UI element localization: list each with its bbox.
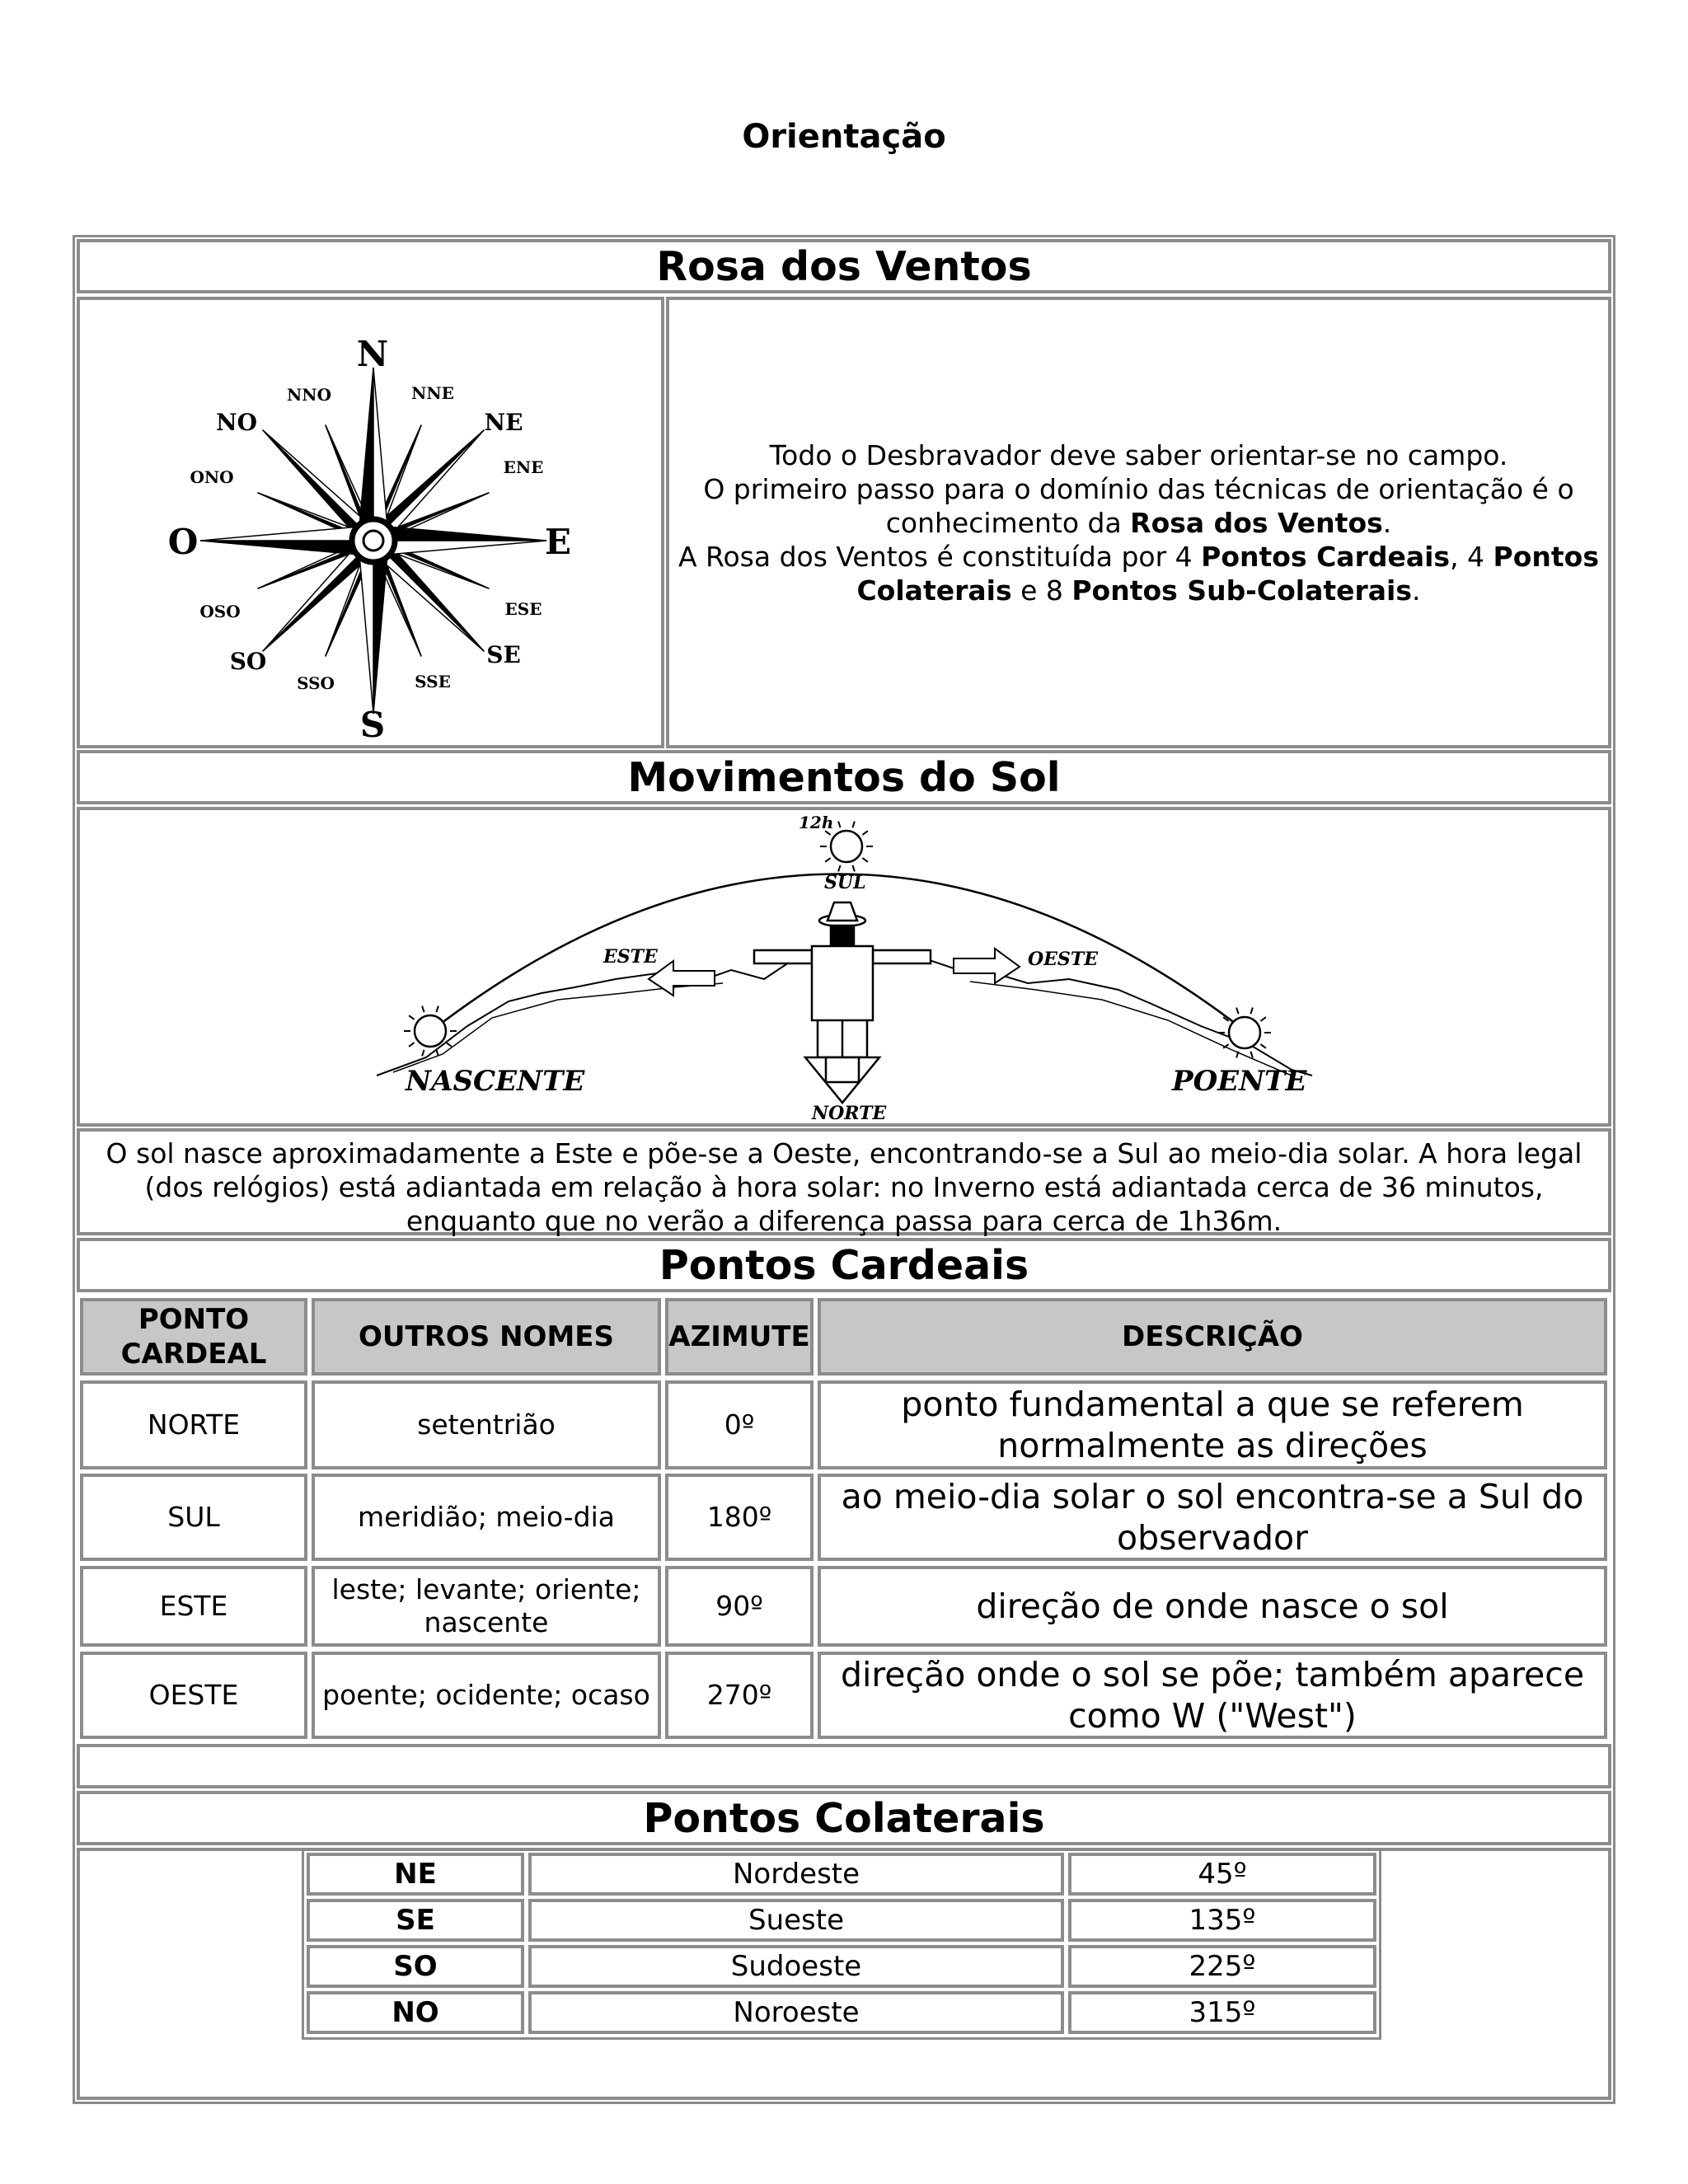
cardeais-header-ponto: PONTO CARDEAL xyxy=(80,1298,307,1376)
nascente-label: NASCENTE xyxy=(406,1065,585,1098)
rosa-line3-g: . xyxy=(1412,574,1421,607)
compass-label-s: S xyxy=(359,705,386,745)
rosa-line3-c: , 4 xyxy=(1450,540,1493,573)
compass-label-o: O xyxy=(167,522,199,562)
cardeais-cell-descricao: direção de onde nasce o sol xyxy=(818,1566,1607,1647)
compass-label-sso: SSO xyxy=(297,673,335,693)
rosa-heading: Rosa dos Ventos xyxy=(77,239,1611,293)
compass-label-nno: NNO xyxy=(287,385,331,405)
cardeais-cell-ponto: SUL xyxy=(80,1474,307,1561)
cardeais-cell-outros-nomes: meridião; meio-dia xyxy=(312,1474,661,1561)
colaterais-cell-sigla: NE xyxy=(307,1853,524,1896)
rosa-line2-end: . xyxy=(1382,506,1392,539)
scout-figure xyxy=(754,902,931,1103)
compass-label-n: N xyxy=(356,334,389,374)
empty-row xyxy=(77,1744,1611,1788)
colaterais-cell-azimute: 225º xyxy=(1068,1945,1376,1988)
cardeais-cell-ponto: ESTE xyxy=(80,1566,307,1647)
cardeais-cell-azimute: 90º xyxy=(665,1566,814,1647)
cardeais-cell-ponto: NORTE xyxy=(80,1380,307,1469)
este-label: ESTE xyxy=(603,946,658,968)
sun-movement-cell xyxy=(77,807,1611,1127)
compass-label-ese: ESE xyxy=(504,599,542,619)
rosa-line3-a: A Rosa dos Ventos é constituída por 4 xyxy=(678,540,1202,573)
compass-label-nne: NNE xyxy=(411,383,454,403)
compass-label-ne: NE xyxy=(484,409,523,436)
cardeais-cell-descricao: ao meio-dia solar o sol encontra-se a Sul do observador xyxy=(818,1474,1607,1561)
colaterais-cell-sigla: NO xyxy=(307,1991,524,2034)
rosa-line3-f: Pontos Sub-Colaterais xyxy=(1071,574,1413,607)
poente-label: POENTE xyxy=(1172,1065,1307,1098)
norte-label: NORTE xyxy=(812,1103,887,1123)
cardeais-cell-azimute: 180º xyxy=(665,1474,814,1561)
compass-label-no: NO xyxy=(216,409,257,436)
colaterais-cell-nome: Sueste xyxy=(528,1899,1064,1942)
cardeais-header-outros: OUTROS NOMES xyxy=(312,1298,661,1376)
este-arrow xyxy=(649,961,715,996)
sol-text: O sol nasce aproximadamente a Este e põe-se a Oeste, encontrando-se a Sul ao meio-dia solar. A hora legal (dos relógios) está adiantada em relação à hora solar: no Inverno está adiantada cerca de 36 minutos, enquanto que no verão a diferença passa para cerca de 1h36m. xyxy=(77,1128,1611,1235)
cardeais-cell-ponto: OESTE xyxy=(80,1652,307,1739)
colaterais-cell-nome: Noroeste xyxy=(528,1991,1064,2034)
compass-rose-image xyxy=(80,300,661,745)
compass-label-oso: OSO xyxy=(199,602,241,621)
cardeais-cell-azimute: 270º xyxy=(665,1652,814,1739)
sun-rise xyxy=(404,1006,457,1057)
oeste-label: OESTE xyxy=(1028,949,1098,970)
colaterais-cell-azimute: 315º xyxy=(1068,1991,1376,2034)
compass-label-ono: ONO xyxy=(190,467,234,487)
rosa-line3-e: e 8 xyxy=(1011,574,1072,607)
cardeais-cell-descricao: direção onde o sol se põe; também aparece como W ("West") xyxy=(818,1652,1607,1739)
rosa-line2-bold: Rosa dos Ventos xyxy=(1130,506,1383,539)
colaterais-cell-azimute: 45º xyxy=(1068,1853,1376,1896)
compass-label-se: SE xyxy=(486,641,521,668)
rosa-paragraph xyxy=(669,438,1608,607)
cardeais-cell-descricao: ponto fundamental a que se referem normalmente as direções xyxy=(818,1380,1607,1469)
cardeais-cell-outros-nomes: setentrião xyxy=(312,1380,661,1469)
rosa-line3-b: Pontos Cardeais xyxy=(1201,540,1451,573)
colaterais-heading: Pontos Colaterais xyxy=(77,1791,1611,1845)
rosa-line1: Todo o Desbravador deve saber orientar-se no campo. xyxy=(769,438,1508,471)
sul-label: SUL xyxy=(824,872,866,893)
rosa-line3-d: Pontos Colaterais xyxy=(856,540,1599,607)
cardeais-header-azimute: AZIMUTE xyxy=(665,1298,814,1376)
rosa-text-cell xyxy=(666,297,1611,748)
colaterais-cell-azimute: 135º xyxy=(1068,1899,1376,1942)
colaterais-cell-nome: Nordeste xyxy=(528,1853,1064,1896)
colaterais-cell-nome: Sudoeste xyxy=(528,1945,1064,1988)
cardeais-heading: Pontos Cardeais xyxy=(77,1238,1611,1292)
cardeais-cell-outros-nomes: leste; levante; oriente; nascente xyxy=(312,1566,661,1647)
cardeais-cell-outros-nomes: poente; ocidente; ocaso xyxy=(312,1652,661,1739)
cardeais-header-descricao: DESCRIÇÃO xyxy=(818,1298,1607,1376)
compass-label-ene: ENE xyxy=(503,457,544,477)
compass-label-sse: SSE xyxy=(415,672,451,691)
sun-movement-illustration xyxy=(80,810,1608,1123)
compass-label-e: E xyxy=(544,522,572,562)
rosa-line2: O primeiro passo para o domínio das técnicas de orientação é o conhecimento da xyxy=(703,472,1574,539)
compass-rose-cell xyxy=(77,297,664,748)
compass-label-so: SO xyxy=(229,648,267,675)
colaterais-cell-sigla: SO xyxy=(307,1945,524,1988)
page-title: Orientação xyxy=(742,118,946,156)
noon-label: 12h xyxy=(799,813,834,832)
sun-set xyxy=(1218,1008,1271,1058)
cardeais-cell-azimute: 0º xyxy=(665,1380,814,1469)
colaterais-cell-sigla: SE xyxy=(307,1899,524,1942)
sol-heading: Movimentos do Sol xyxy=(77,750,1611,804)
